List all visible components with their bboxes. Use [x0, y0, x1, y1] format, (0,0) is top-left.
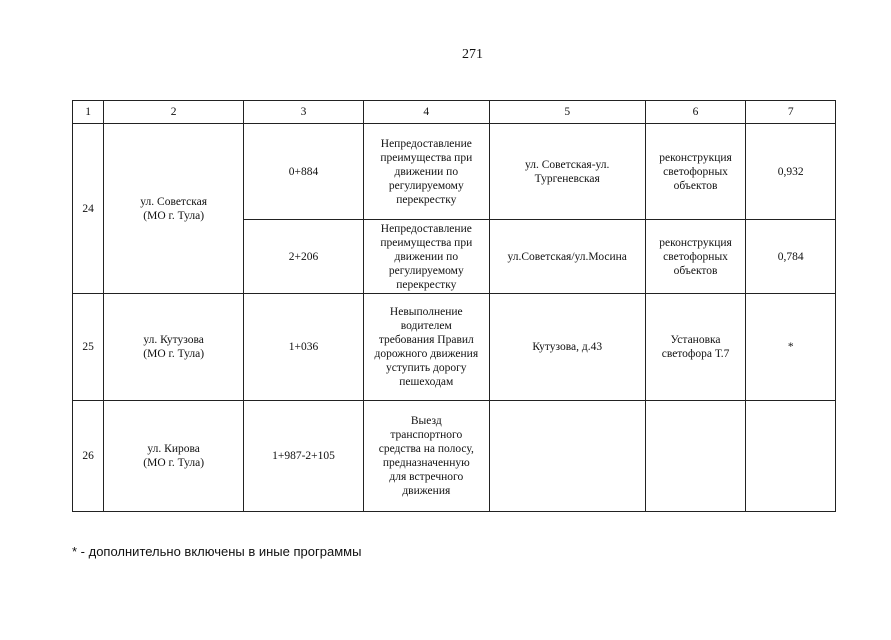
table-row [73, 401, 836, 512]
measure-cell: реконструкция светофорных объектов [645, 220, 746, 294]
value-cell: 0,784 [746, 220, 836, 294]
violation-cell: Непредоставление преимущества при движении по регулируемому перекрестку [363, 124, 489, 220]
header-cell: 2 [104, 101, 244, 124]
measure-cell: Установка светофора Т.7 [645, 294, 746, 401]
road-cell: ул. Кирова (МО г. Тула) [104, 401, 244, 512]
road-cell: ул. Советская (МО г. Тула) [104, 124, 244, 294]
page-number: 271 [462, 47, 483, 62]
address-cell: ул.Советская/ул.Мосина [489, 220, 645, 294]
road-cell: ул. Кутузова (МО г. Тула) [104, 294, 244, 401]
value-cell [746, 401, 836, 512]
km-cell: 2+206 [244, 220, 364, 294]
row-number-cell: 25 [73, 294, 104, 401]
violation-cell: Непредоставление преимущества при движении по регулируемому перекрестку [363, 220, 489, 294]
km-cell: 1+036 [244, 294, 364, 401]
header-cell: 4 [363, 101, 489, 124]
km-cell: 1+987-2+105 [244, 401, 364, 512]
address-cell [489, 401, 645, 512]
address-cell: ул. Советская-ул. Тургеневская [489, 124, 645, 220]
table-row [73, 124, 836, 220]
row-number-cell: 26 [73, 401, 104, 512]
header-cell: 3 [244, 101, 364, 124]
table-header-row [73, 101, 836, 124]
table-row [73, 294, 836, 401]
address-cell: Кутузова, д.43 [489, 294, 645, 401]
header-cell: 7 [746, 101, 836, 124]
km-cell: 0+884 [244, 124, 364, 220]
violation-cell: Выезд транспортного средства на полосу, предназначенную для встречного движения [363, 401, 489, 512]
measure-cell: реконструкция светофорных объектов [645, 124, 746, 220]
measure-cell [645, 401, 746, 512]
data-table [72, 100, 836, 512]
violation-cell: Невыполнение водителем требования Правил дорожного движения уступить дорогу пешеходам [363, 294, 489, 401]
header-cell: 5 [489, 101, 645, 124]
row-number-cell: 24 [73, 124, 104, 294]
footnote: * - дополнительно включены в иные программы [72, 544, 362, 559]
value-cell: 0,932 [746, 124, 836, 220]
header-cell: 1 [73, 101, 104, 124]
value-cell: * [746, 294, 836, 401]
header-cell: 6 [645, 101, 746, 124]
